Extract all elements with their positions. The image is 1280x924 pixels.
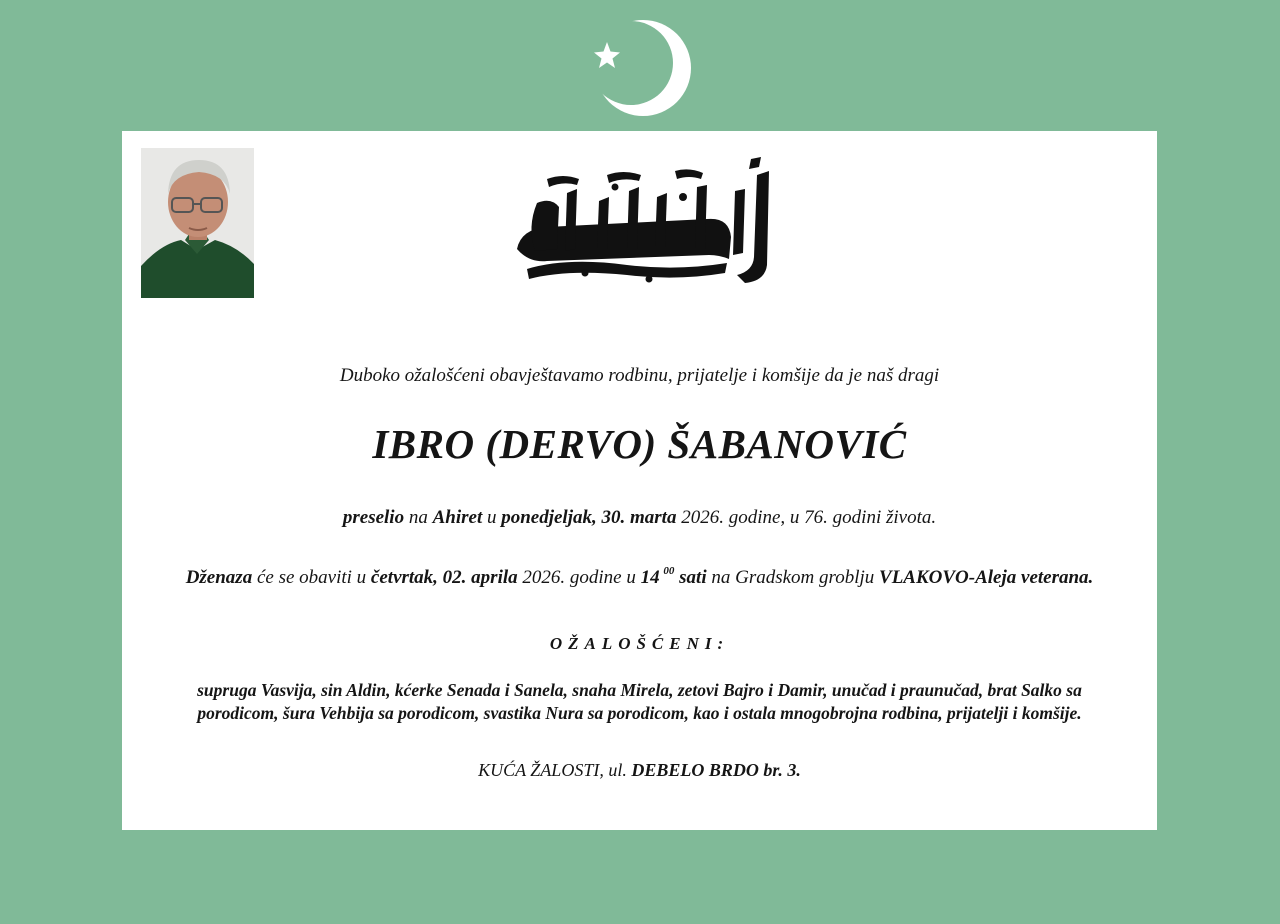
deceased-portrait: [141, 148, 254, 298]
funeral-text: Dženaza će se obaviti u četvrtak, 02. aprila 2026. godine u 14 $^{00}$ sati na Gradskom groblju VLAKOVO-Aleja veterana.: [185, 565, 1094, 588]
deceased-name: IBRO (DERVO) ŠABANOVIĆ: [372, 421, 907, 467]
mourners-line-1: supruga Vasvija, sin Aldin, kćerke Senada i Sanela, snaha Mirela, zetovi Bajro i Damir, unučad i praunučad, brat Salko sa: [197, 680, 1082, 700]
passing-text: preselio na Ahiret u ponedjeljak, 30. marta 2026. godine, u 76. godini života.: [342, 507, 937, 528]
obituary-card: [122, 131, 1157, 830]
mourners-heading: OŽALOŠĆENI:: [549, 634, 730, 653]
intro-text: Duboko ožalošćeni obavještavamo rodbinu, prijatelje i komšije da je naš dragi: [339, 365, 940, 386]
mourners-list: [122, 679, 1157, 725]
house-of-mourning: KUĆA ŽALOSTI, ul. DEBELO BRDO br. 3.: [478, 760, 801, 780]
arabic-calligraphy: [507, 157, 777, 289]
crescent-star-icon: [587, 16, 693, 120]
mourners-line-2: porodicom, šura Vehbija sa porodicom, svastika Nura sa porodicom, kao i ostala mnogobrojna rodbina, prijatelji i komšije.: [197, 703, 1082, 723]
